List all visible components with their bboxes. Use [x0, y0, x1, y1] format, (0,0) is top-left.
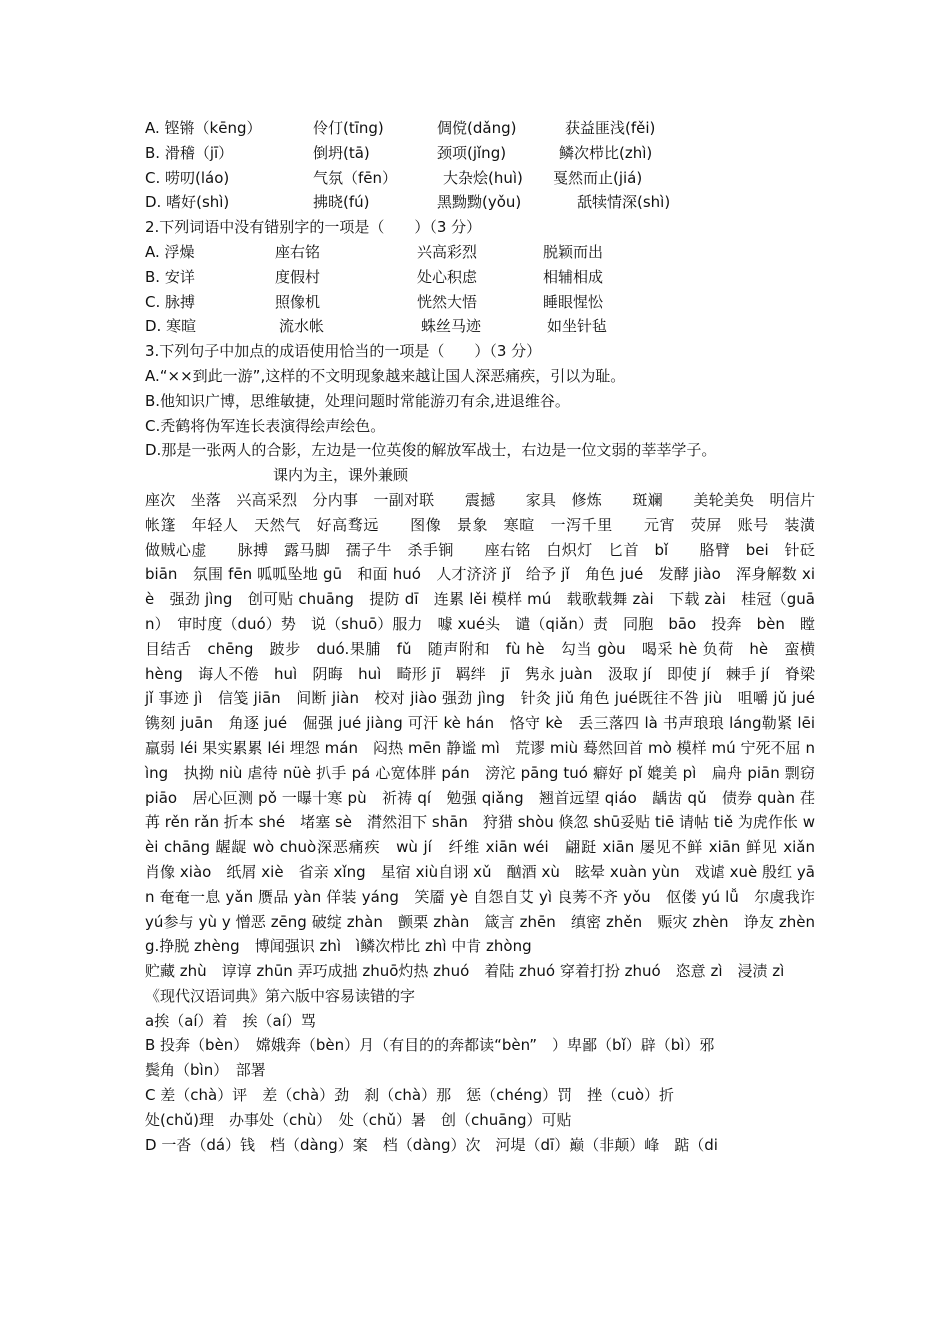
q3-option-c: C.秃鹤将伪军连长表演得绘声绘色。 — [145, 416, 386, 435]
q1-c-3: 大杂烩(huì) — [443, 168, 523, 187]
q2-row-c — [145, 290, 815, 315]
q1-a-3: 倜傥(dǎng) — [437, 119, 517, 137]
dict-line-b: B 投奔（bèn） 嫦娥奔（bèn）月（有目的的奔都读“bèn” ）卑鄙（bǐ）辟（bì）邪 — [145, 1036, 715, 1055]
q1-d-3: 黑黝黝(yǒu) — [437, 193, 522, 212]
q2-c-3: 恍然大悟 — [417, 292, 478, 311]
q1-d-4: 舐犊情深(shì) — [577, 193, 671, 212]
q1-row-d — [145, 190, 815, 215]
q1-a-1: A. 铿锵（kēng） — [145, 119, 262, 137]
dict-line-b2: 鬓角（bìn） 部署 — [145, 1061, 266, 1080]
q1-b-1: B. 滑稽（jī） — [145, 143, 234, 162]
q1-d-2: 拂晓(fú) — [313, 193, 370, 212]
q1-a-4: 获益匪浅(fěi) — [565, 119, 656, 137]
q2-c-2: 照像机 — [275, 292, 321, 311]
q1-b-4: 鳞次栉比(zhì) — [559, 143, 653, 162]
q2-a-2: 座右铭 — [275, 242, 321, 261]
q3-question: 3.下列句子中加点的成语使用恰当的一项是（ ）（3 分） — [145, 342, 542, 361]
q1-options — [145, 116, 815, 215]
q2-a-1: A. 浮燥 — [145, 242, 195, 261]
q2-c-4: 睡眼惺忪 — [543, 292, 604, 311]
q2-b-3: 处心积虑 — [417, 267, 478, 286]
q2-row-a — [145, 240, 815, 265]
vocab-paragraph-tail: 贮藏 zhù 谆谆 zhūn 弄巧成拙 zhuō灼热 zhuó 着陆 zhuó 穿着打扮 zhuó 恣意 zì 浸渍 zì — [145, 962, 785, 981]
q2-d-3: 蛛丝马迹 — [421, 317, 482, 336]
vocab-paragraph: 座次 坐落 兴高采烈 分内事 一副对联 震撼 家具 修炼 斑斓 美轮美奂 明信片 帐篷 年轻人 天然气 好高骛远 图像 景象 寒暄 一泻千里 元宵 荧屏 账号 装潢 做贼心虚 脉搏 露马脚 孺子牛 杀手锏 座右铭 白炽灯 匕首 bǐ 胳臂 bei 针砭 biān 氛围 fēn 呱呱坠地 gū 和面 huó 人才济济 jǐ 给予 jǐ 角色 jué 发酵 jiào 浑身解数 xiè 强劲 jìng 创可贴 chuāng 提防 dī 连累 lěi 模样 mú 载歌载舞 zài 下载 zài 桂冠（guān） 审时度（duó）势 说（shuō）服力 噱 xué头 谴（qiǎn）责 同胞 bāo 投奔 bèn 瞠目结舌 chēng 跛步 duó.果脯 fǔ 随声附和 fù hè 勾当 gòu 喝采 hè 负荷 hè 蛮横 hèng 诲人不倦 huì 阴晦 huì 畸形 jī 羁绊 jī 隽永 juàn 汲取 jí 即使 jí 棘手 jí 脊梁 jǐ 事迹 jì 信笺 jiān 间断 jiàn 校对 jiào 强劲 jìng 针灸 jiǔ 角色 jué既往不咎 jiù 咀嚼 jǔ jué 镌刻 juān 角逐 jué 倔强 jué jiàng 可汗 kè hán 恪守 kè 丢三落四 là 书声琅琅 láng勒紧 lēi羸弱 léi 果实累累 léi 埋怨 mán 闷热 mēn 静谧 mì 荒谬 miù 蓦然回首 mò 模样 mú 宁死不屈 nìng 执拗 niù 虐待 nüè 扒手 pá 心宽体胖 pán 滂沱 pāng tuó 癖好 pǐ 媲美 pì 扁舟 piān 剽窃 piāo 居心叵测 pǒ 一曝十寒 pù 祈祷 qí 勉强 qiǎng 翘首远望 qiáo 龋齿 qǔ 债券 quàn 荏苒 rěn rǎn 折本 shé 堵塞 sè 潸然泪下 shān 狩猎 shòu 倏忽 shū妥贴 tiē 请帖 tiě 为虎作伥 wèi chāng 龌龊 wò chuò深恶痛疾 wù jí 纤维 xiān wéi 翩跹 xiān 屡见不鲜 xiān 鲜见 xiǎn 肖像 xiào 纸屑 xiè 省亲 xǐng 星宿 xiù自诩 xǔ 酗酒 xù 眩晕 xuàn yùn 戏谑 xuè 殷红 yān 奄奄一息 yǎn 赝品 yàn 佯装 yáng 笑靥 yè 自怨自艾 yì 良莠不齐 yǒu 伛偻 yú lǚ 尔虞我诈 yú参与 yù y 憎恶 zēng 破绽 zhàn 颤栗 zhàn 箴言 zhēn 缜密 zhěn 赈灾 zhèn 诤友 zhèng.挣脱 zhèng 博闻强识 zhì ì鳞次栉比 zhì 中肯 zhòng — [145, 490, 846, 956]
q1-d-1: D. 嗜好(shì) — [145, 193, 230, 212]
q1-b-2: 倒坍(tā) — [313, 143, 370, 162]
dict-line-d: D 一沓（dá）钱 档（dàng）案 档（dàng）次 河堤（dī）巅（非颠）峰 踮（di — [145, 1135, 718, 1154]
q2-c-1: C. 脉搏 — [145, 292, 196, 311]
q3-option-b: B.他知识广博，思维敏捷，处理问题时常能游刃有余,进退维谷。 — [145, 391, 570, 410]
q3-option-d: D.那是一张两人的合影，左边是一位英俊的解放军战士，右边是一位文弱的莘莘学子。 — [145, 441, 717, 460]
q1-c-4: 戛然而止(jiá) — [553, 168, 643, 187]
dict-title: 《现代汉语词典》第六版中容易读错的字 — [145, 986, 416, 1005]
q1-b-3: 颈项(jǐng) — [437, 143, 507, 162]
section-title: 课内为主，课外兼顾 — [273, 466, 409, 485]
q2-a-4: 脱颖而出 — [543, 242, 604, 261]
q2-a-3: 兴高彩烈 — [417, 242, 478, 261]
q2-d-1: D. 寒暄 — [145, 317, 197, 336]
q2-b-4: 相辅相成 — [543, 267, 604, 286]
q2-question: 2.下列词语中没有错别字的一项是（ ）（3 分） — [145, 218, 482, 237]
q3-option-a: A.“××到此一游”,这样的不文明现象越来越让国人深恶痛疾，引以为耻。 — [145, 366, 626, 385]
q1-c-1: C. 唠叨(láo) — [145, 168, 230, 187]
q1-row-b — [145, 141, 815, 166]
q2-row-b — [145, 265, 815, 290]
q2-b-1: B. 安详 — [145, 267, 195, 286]
dict-line-c2: 处(chǔ)理 办事处（chù） 处（chǔ）暑 创（chuāng）可贴 — [145, 1110, 572, 1129]
q2-row-d — [145, 314, 815, 339]
document-page — [145, 116, 846, 1157]
q2-b-2: 度假村 — [275, 267, 321, 286]
q1-row-c — [145, 166, 815, 191]
q1-c-2: 气氛（fēn） — [313, 168, 398, 187]
dict-line-c: C 差（chà）评 差（chà）劲 刹（chà）那 惩（chéng）罚 挫（cuò）折 — [145, 1086, 675, 1105]
dict-line-a: a挨（aí）着 挨（aí）骂 — [145, 1011, 316, 1030]
q2-options — [145, 240, 815, 339]
q2-d-4: 如坐针毡 — [547, 317, 608, 336]
q2-d-2: 流水帐 — [279, 317, 325, 336]
q1-row-a — [145, 116, 815, 141]
q1-a-2: 伶仃(tīng) — [313, 119, 384, 137]
